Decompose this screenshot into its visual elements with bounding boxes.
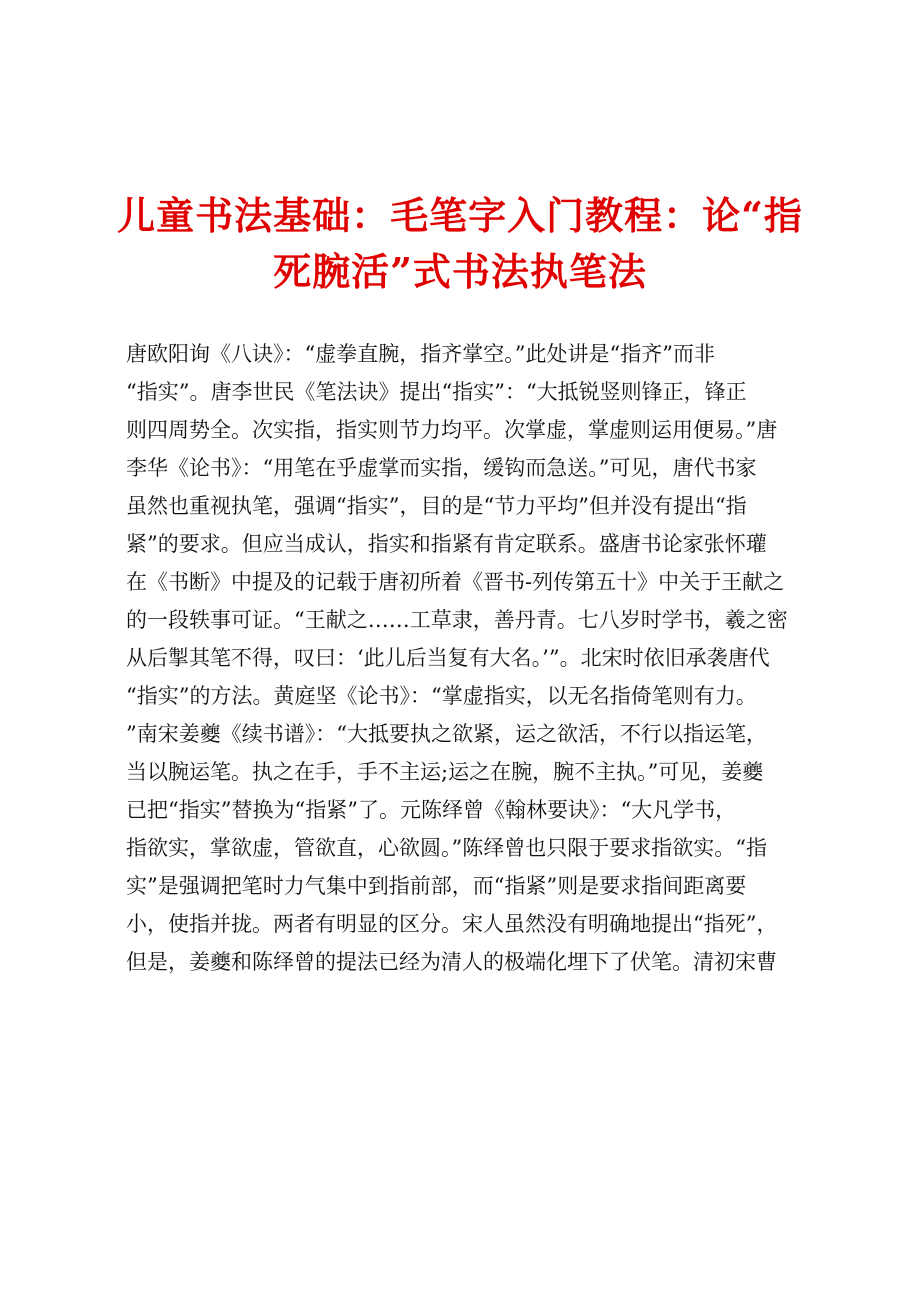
body-line: 虽然也重视执笔，强调“指实”，目的是“节力平均”但并没有提出“指 <box>126 494 747 518</box>
body-line: 当以腕运笔。执之在手，手不主运;运之在腕，腕不主执。”可见，姜夔 <box>126 760 764 784</box>
body-line: ”南宋姜夔《续书谱》：“大抵要执之欲紧，运之欲活，不行以指运笔， <box>126 722 767 746</box>
body-line: 小，使指并拢。两者有明显的区分。宋人虽然没有明确地提出“指死”， <box>126 912 778 936</box>
body-line: 实”是强调把笔时力气集中到指前部，而“指紧”则是要求指间距离要 <box>126 874 747 898</box>
body-line: “指实”的方法。黄庭坚《论书》：“掌虚指实，以无名指倚笔则有力。 <box>126 684 757 708</box>
body-line: 从后掣其笔不得，叹曰：‘此儿后当复有大名。’”。北宋时依旧承袭唐代 <box>126 646 770 670</box>
body-line: 指欲实，掌欲虚，管欲直，心欲圆。”陈绎曾也只限于要求指欲实。“指 <box>126 836 767 860</box>
body-line: 但是，姜夔和陈绎曾的提法已经为清人的极端化埋下了伏笔。清初宋曹 <box>126 950 777 974</box>
body-line: 已把“指实”替换为“指紧”了。元陈绎曾《翰林要诀》：“大凡学书， <box>126 798 737 822</box>
body-line: “指实”。唐李世民《笔法诀》提出“指实”：“大抵锐竖则锋正，锋正 <box>126 380 747 404</box>
body-line: 紧”的要求。但应当成认，指实和指紧有肯定联系。盛唐书论家张怀瓘 <box>126 532 767 556</box>
body-line: 在《书断》中提及的记载于唐初所着《晋书-列传第五十》中关于王献之 <box>126 570 785 594</box>
body-line: 则四周势全。次实指，指实则节力均平。次掌虚，掌虚则运用便易。”唐 <box>126 418 778 442</box>
body-line: 的一段轶事可证。“王献之……工草隶，善丹青。七八岁时学书，羲之密 <box>126 608 788 632</box>
body-line: 唐欧阳询《八诀》：“虚拳直腕，指齐掌空。”此处讲是“指齐”而非 <box>126 342 715 366</box>
document-title: 儿童书法基础：毛笔字入门教程：论“指死腕活”式书法执笔法 <box>117 193 803 294</box>
body-line: 李华《论书》：“用笔在乎虚掌而实指，缓钩而急送。”可见，唐代书家 <box>126 456 757 480</box>
body-paragraph <box>126 335 806 981</box>
